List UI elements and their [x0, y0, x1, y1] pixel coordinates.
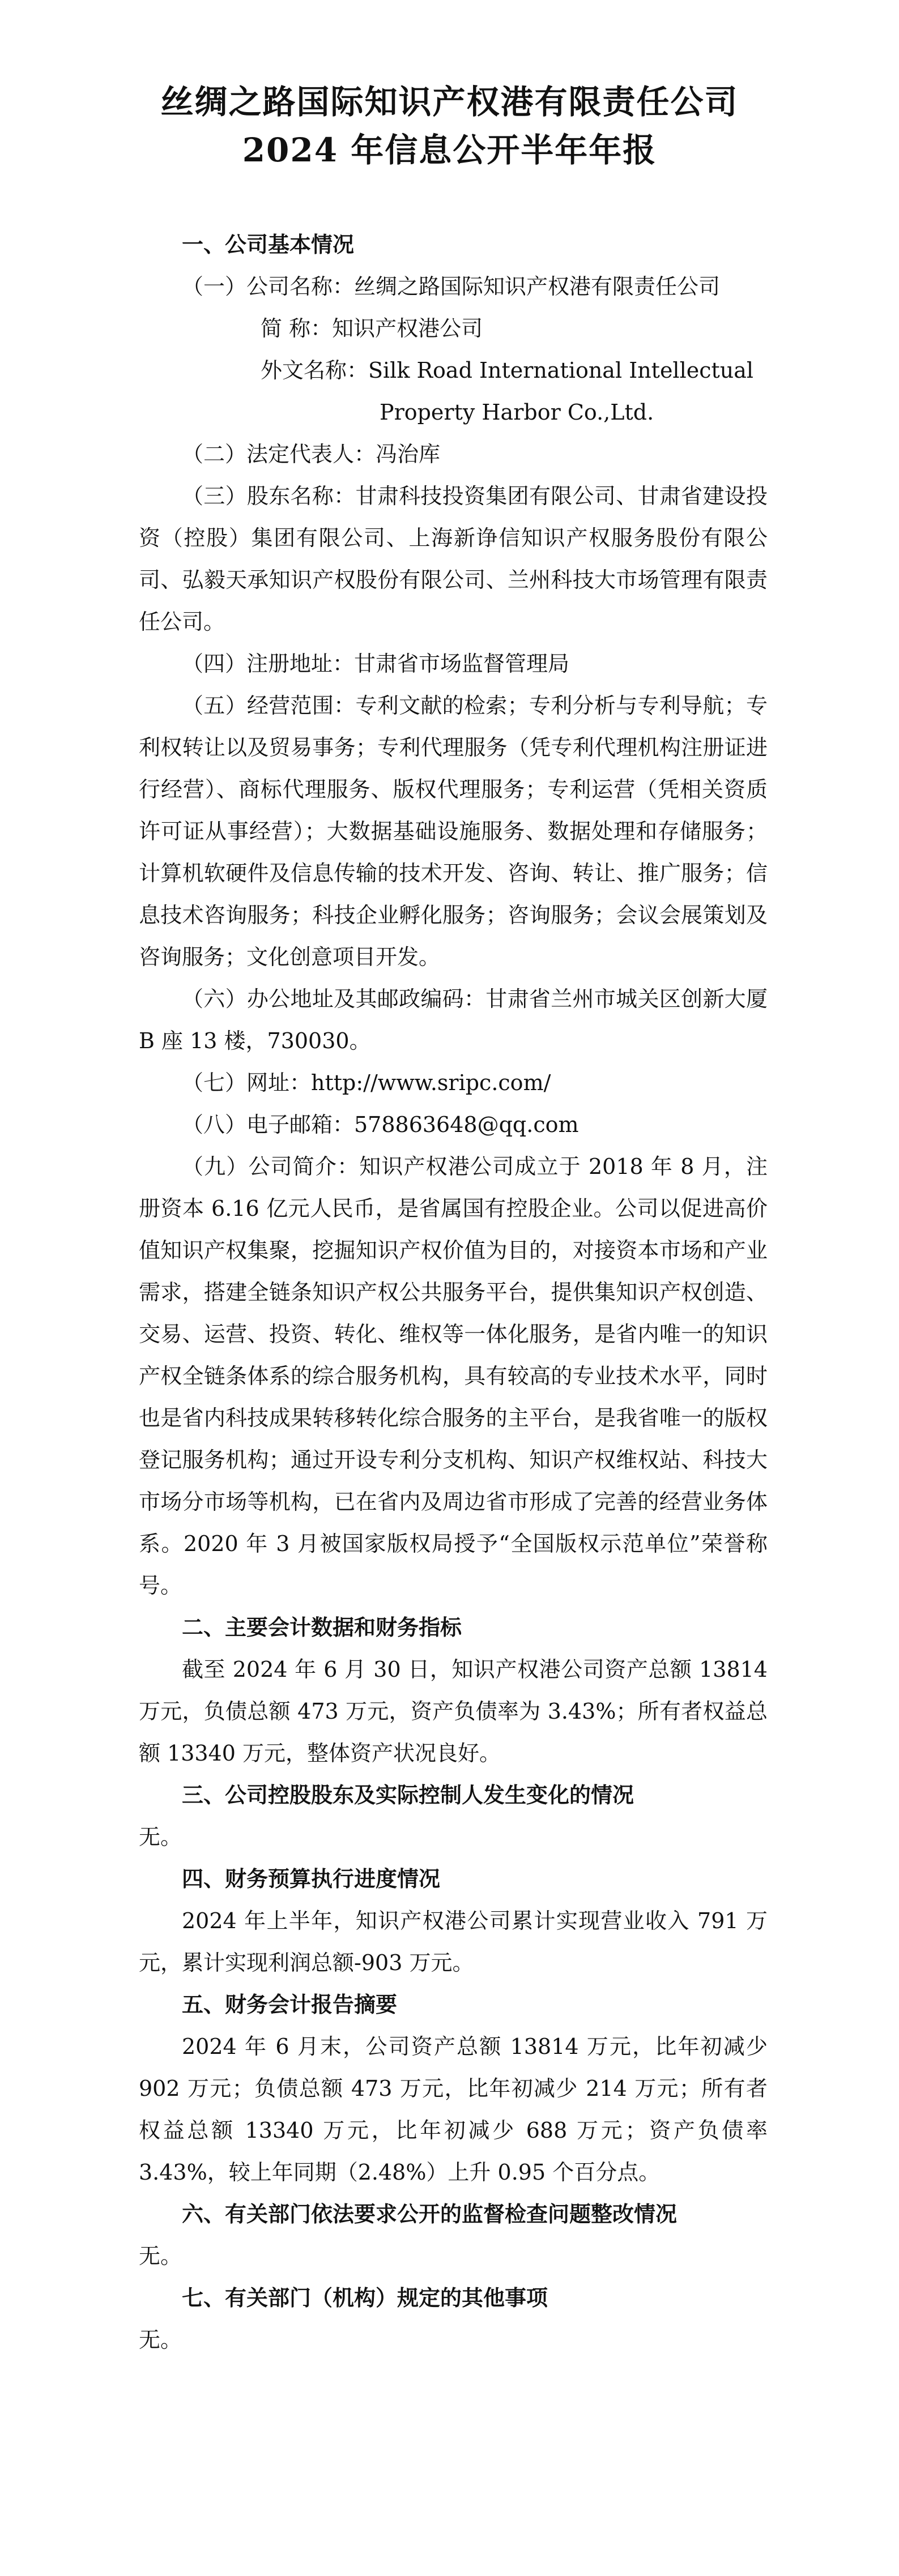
section-heading-3: 三、公司控股股东及实际控制人发生变化的情况: [182, 1783, 634, 1808]
company-short-name: 简 称：知识产权港公司: [261, 316, 483, 341]
company-foreign-name-cont: Property Harbor Co.,Ltd.: [380, 400, 654, 425]
section-heading-1: 一、公司基本情况: [182, 232, 355, 257]
section-heading-7: 七、有关部门（机构）规定的其他事项: [182, 2285, 548, 2310]
shareholders: （三）股东名称：甘肃科技投资集团有限公司、甘肃省建设投资（控股）集团有限公司、上海新诤信知识产权服务股份有限公司、弘毅天承知识产权股份有限公司、兰州科技大市场管理有限责任公司。: [139, 484, 768, 634]
company-name: （一）公司名称：丝绸之路国际知识产权港有限责任公司: [182, 274, 721, 299]
section-text-5: 2024 年 6 月末，公司资产总额 13814 万元，比年初减少 902 万元；负债总额 473 万元，比年初减少 214 万元；所有者权益总额 13340 万元，比年初减少 688 万元；资产负债率 3.43%，较上年同期（2.48%）上升 0.95 个百分点。: [139, 2034, 768, 2185]
section-heading-6: 六、有关部门依法要求公开的监督检查问题整改情况: [182, 2202, 678, 2227]
business-scope: （五）经营范围：专利文献的检索；专利分析与专利导航；专利权转让以及贸易事务；专利代理服务（凭专利代理机构注册证进行经营）、商标代理服务、版权代理服务；专利运营（凭相关资质许可证从事经营）；大数据基础设施服务、数据处理和存储服务；计算机软硬件及信息传输的技术开发、咨询、转让、推广服务；信息技术咨询服务；科技企业孵化服务；咨询服务；会议会展策划及咨询服务；文化创意项目开发。: [139, 693, 768, 969]
section-text-7: 无。: [139, 2327, 182, 2352]
legal-representative: （二）法定代表人：冯治库: [182, 442, 441, 467]
company-intro: （九）公司简介：知识产权港公司成立于 2018 年 8 月，注册资本 6.16 亿元人民币，是省属国有控股企业。公司以促进高价值知识产权集聚，挖掘知识产权价值为目的，对接资本市场和产业需求，搭建全链条知识产权公共服务平台，提供集知识产权创造、交易、运营、投资、转化、维权等一体化服务，是省内唯一的知识产权全链条体系的综合服务机构，具有较高的专业技术水平，同时也是省内科技成果转移转化综合服务的主平台，是我省唯一的版权登记服务机构；通过开设专利分支机构、知识产权维权站、科技大市场分市场等机构，已在省内及周边省市形成了完善的经营业务体系。2020 年 3 月被国家版权局授予“全国版权示范单位”荣誉称号。: [139, 1154, 768, 1598]
report-title-line2: 2024 年信息公开半年年报: [242, 131, 657, 169]
report-title-line1: 丝绸之路国际知识产权港有限责任公司: [160, 83, 739, 121]
office-address: （六）办公地址及其邮政编码：甘肃省兰州市城关区创新大厦 B 座 13 楼，730030。: [139, 986, 768, 1053]
section-text-2: 截至 2024 年 6 月 30 日，知识产权港公司资产总额 13814 万元，负债总额 473 万元，资产负债率为 3.43%；所有者权益总额 13340 万元，整体资产状况良好。: [139, 1657, 768, 1766]
registered-address: （四）注册地址：甘肃省市场监督管理局: [182, 651, 570, 676]
section-heading-4: 四、财务预算执行进度情况: [182, 1866, 441, 1891]
report-body: [139, 224, 768, 2361]
section-text-4: 2024 年上半年，知识产权港公司累计实现营业收入 791 万元，累计实现利润总额-903 万元。: [139, 1908, 768, 1975]
section-heading-2: 二、主要会计数据和财务指标: [182, 1615, 462, 1640]
section-text-6: 无。: [139, 2244, 182, 2269]
company-foreign-name: 外文名称：Silk Road International Intellectual: [261, 358, 754, 383]
email: （八）电子邮箱：578863648@qq.com: [182, 1112, 579, 1137]
section-heading-5: 五、财务会计报告摘要: [182, 1992, 398, 2017]
section-text-3: 无。: [139, 1825, 182, 1849]
website: （七）网址：http://www.sripc.com/: [182, 1070, 551, 1095]
